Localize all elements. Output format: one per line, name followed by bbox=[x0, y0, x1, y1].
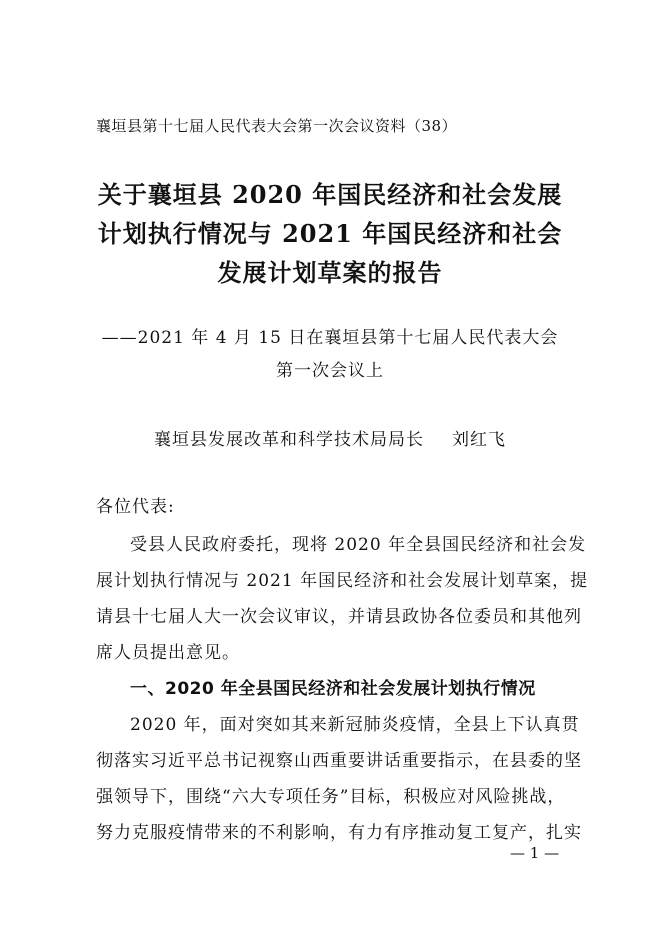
body-line: 席人员提出意见。 bbox=[96, 643, 240, 663]
author-name: 刘红飞 bbox=[452, 430, 506, 450]
report-title-line-3: 发展计划草案的报告 bbox=[217, 258, 443, 287]
body-line: 请县十七届人大一次会议审议，并请县政协各位委员和其他列 bbox=[96, 607, 582, 627]
body-line: 强领导下，围绕“六大专项任务”目标，积极应对风险挑战， bbox=[96, 787, 566, 807]
body-line: 受县人民政府委托，现将 2020 年全县国民经济和社会发 bbox=[130, 535, 587, 555]
series-note: 襄垣县第十七届人民代表大会第一次会议资料（38） bbox=[96, 117, 458, 135]
report-title-line-1: 关于襄垣县 2020 年国民经济和社会发展 bbox=[97, 180, 563, 209]
author-position: 襄垣县发展改革和科学技术局局长 bbox=[154, 430, 424, 450]
body-line: 2020 年，面对突如其来新冠肺炎疫情，全县上下认真贯 bbox=[130, 715, 580, 735]
salutation: 各位代表: bbox=[96, 497, 175, 517]
body-line: 彻落实习近平总书记视察山西重要讲话重要指示，在县委的坚 bbox=[96, 751, 582, 771]
page-number: — 1 — bbox=[510, 844, 560, 862]
report-title-line-2: 计划执行情况与 2021 年国民经济和社会 bbox=[97, 219, 563, 248]
author-line bbox=[90, 425, 570, 450]
section-heading: 一、2020 年全县国民经济和社会发展计划执行情况 bbox=[130, 679, 536, 699]
report-subtitle-line-2: 第一次会议上 bbox=[276, 361, 384, 381]
report-subtitle-line-1: ——2021 年 4 月 15 日在襄垣县第十七届人民代表大会 bbox=[101, 328, 559, 348]
body-line: 展计划执行情况与 2021 年国民经济和社会发展计划草案，提 bbox=[96, 571, 589, 591]
body-line: 努力克服疫情带来的不利影响，有力有序推动复工复产，扎实 bbox=[96, 823, 582, 843]
